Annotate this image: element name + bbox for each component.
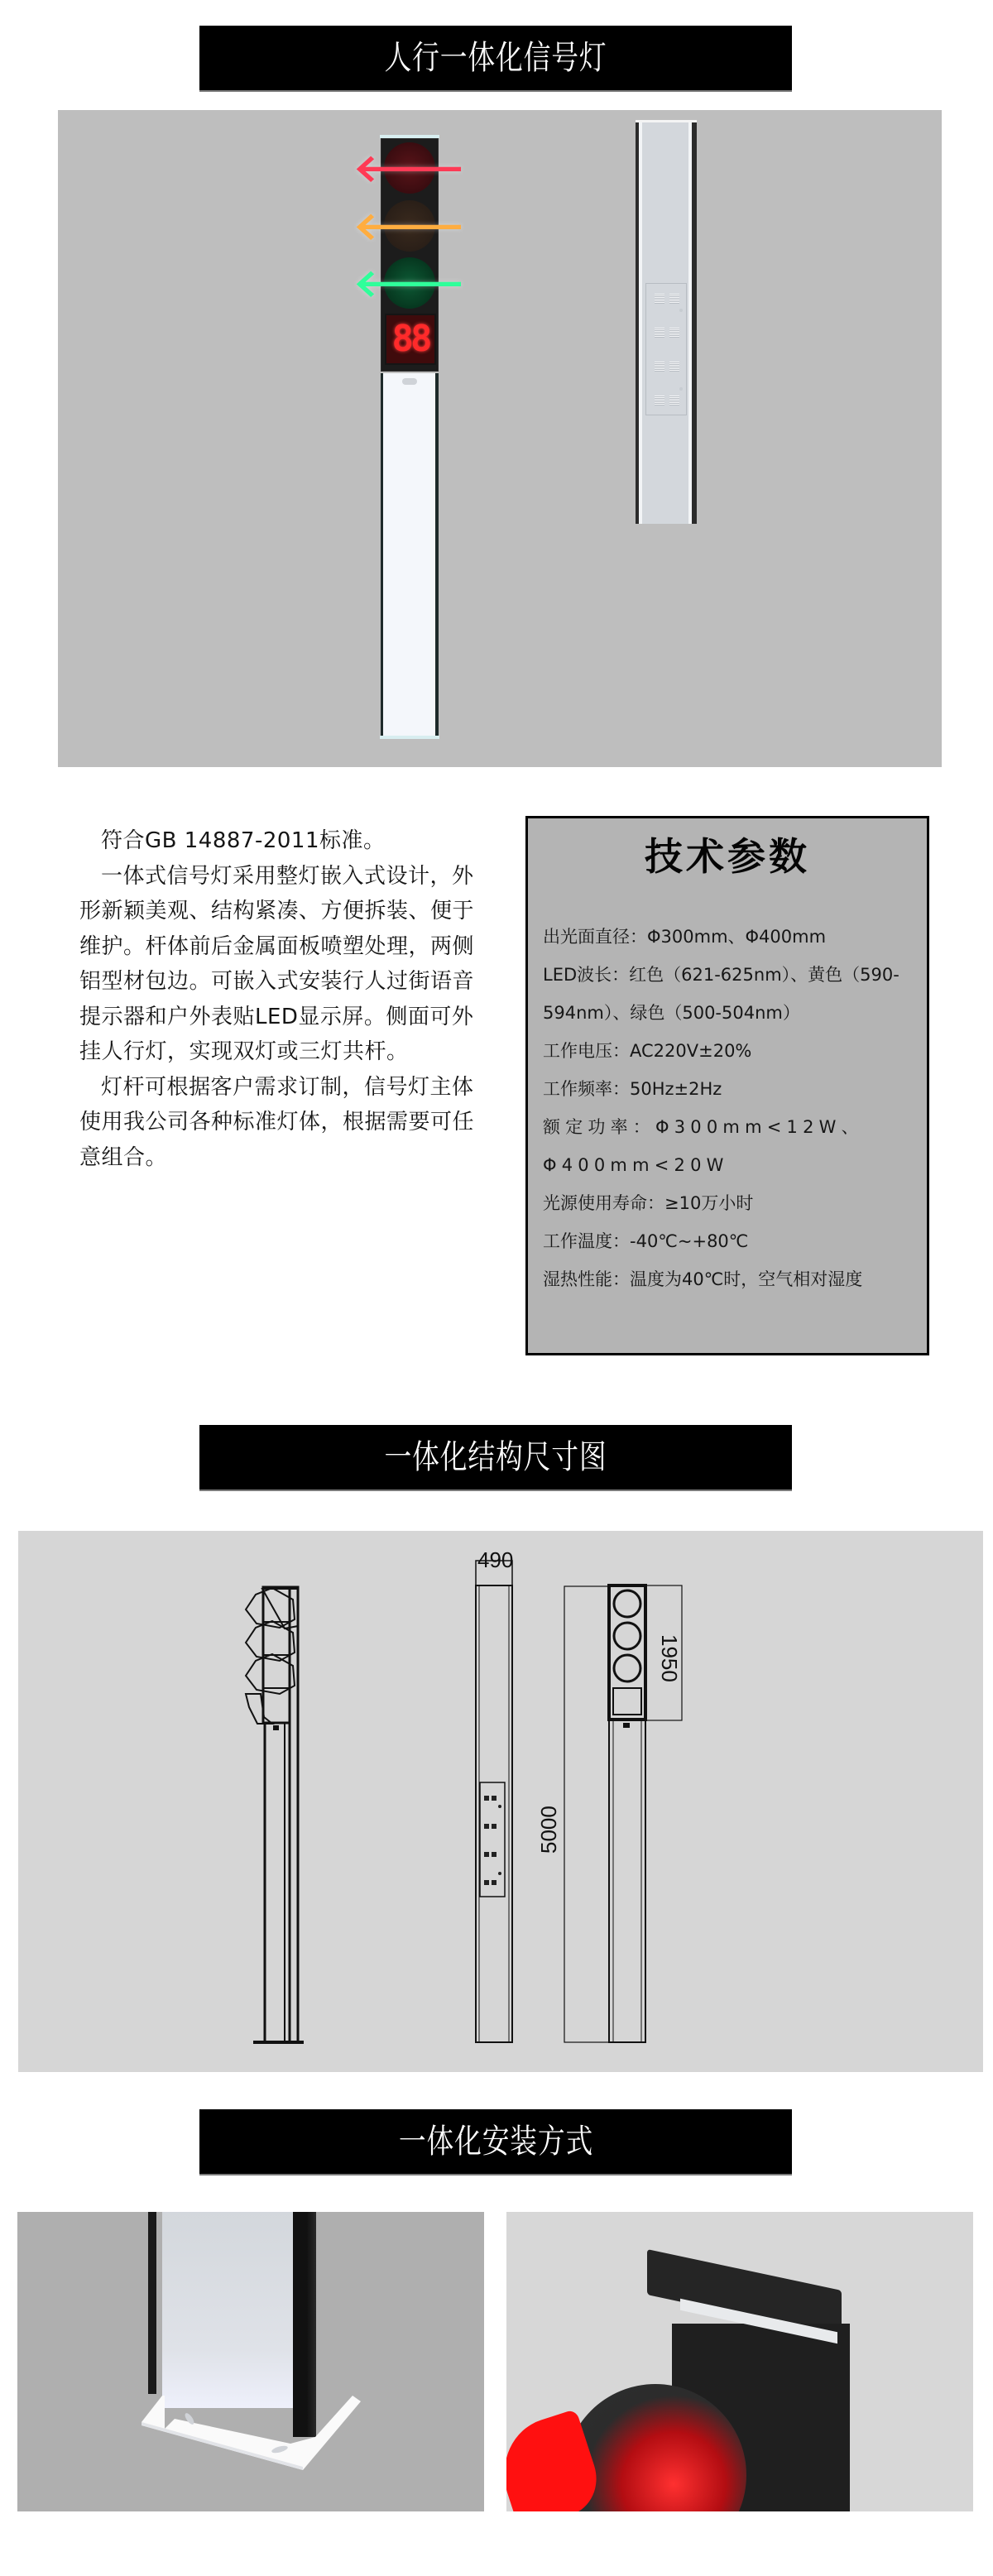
- pole-bottom-cap: [380, 736, 439, 739]
- tech-params-list: [543, 918, 912, 1298]
- description-paragraph: 符合GB 14887-2011标准。: [101, 828, 386, 853]
- total-height-dimension-label: 5000: [536, 1806, 561, 1854]
- red-signal-lamp: [353, 142, 466, 194]
- vent-icon: [669, 396, 679, 405]
- vent-icon: [669, 294, 679, 304]
- vent-icon: [669, 362, 679, 372]
- description-paragraph: 灯杆可根据客户需求订制，信号灯主体使用我公司各种标准灯体，根据需要可任意组合。: [79, 1074, 475, 1170]
- vent-icon: [669, 328, 679, 338]
- vent-icon: [655, 362, 664, 372]
- indicator-dot: [679, 309, 683, 312]
- section-title-text: 一体化安装方式: [398, 2123, 593, 2161]
- product-photo-panel: [58, 110, 942, 767]
- base-flange-plate: [17, 2212, 484, 2511]
- sensor-icon: [402, 378, 417, 385]
- countdown-display: 88: [385, 314, 436, 365]
- section-title-text: 一体化结构尺寸图: [384, 1438, 607, 1476]
- param-item: 工作电压：AC220V±20%: [543, 1041, 752, 1061]
- pole-back-view: [636, 122, 697, 524]
- vent-icon: [655, 294, 664, 304]
- product-description: [79, 823, 493, 1175]
- arrow-left-icon: 🡐: [353, 261, 466, 305]
- front-view: [609, 1585, 645, 2042]
- head-height-dimension-label: 1950: [657, 1634, 682, 1682]
- dimension-drawing: [18, 1531, 983, 2072]
- pole-body: [381, 373, 439, 737]
- arrow-left-icon: 🡐: [353, 204, 466, 248]
- indicator-dot: [679, 387, 683, 391]
- width-dimension-label: 490: [477, 1547, 514, 1572]
- param-item: LED波长：红色（621-625nm）、黄色（590-594nm）、绿色（500-504nm）: [543, 965, 899, 1023]
- vent-icon: [655, 396, 664, 405]
- access-door: [645, 283, 687, 415]
- section-title-dimensions: [199, 1425, 792, 1491]
- back-view: [476, 1561, 512, 2042]
- green-signal-lamp: [353, 257, 466, 309]
- section-title-product: [199, 26, 792, 92]
- tech-params-title: 技术参数: [645, 834, 810, 879]
- tech-params-box: [525, 816, 929, 1355]
- pole-front-view: [353, 135, 466, 739]
- param-item: 湿热性能：温度为40℃时，空气相对湿度: [543, 1269, 863, 1289]
- param-item: 光源使用寿命：≥10万小时: [543, 1193, 754, 1213]
- install-photo-pole-base: [17, 2212, 484, 2511]
- param-item: 出光面直径：Φ300mm、Φ400mm: [543, 927, 827, 947]
- amber-signal-lamp: [353, 200, 466, 252]
- vent-icons: [484, 1796, 501, 1885]
- pole-top-cap: [636, 120, 697, 122]
- signal-head: [353, 138, 466, 372]
- arrow-left-icon: 🡐: [353, 146, 466, 190]
- section-title-installation: [199, 2109, 792, 2175]
- dimension-diagram: [18, 1531, 983, 2072]
- vent-icon: [655, 328, 664, 338]
- param-item: 额定功率：Φ300mm<12W、Φ400mm<20W: [543, 1117, 864, 1175]
- description-paragraph: 一体式信号灯采用整灯嵌入式设计，外形新颖美观、结构紧凑、方便拆装、便于维护。杆体前后金属面板喷塑处理，两侧铝型材包边。可嵌入式安装行人过街语音提示器和户外表贴LED显示屏。侧面可外挂人行灯，实现双灯或三灯共杆。: [79, 863, 475, 1064]
- install-photo-signal-head: [506, 2212, 973, 2511]
- param-item: 工作频率：50Hz±2Hz: [543, 1079, 722, 1099]
- param-item: 工作温度：-40℃~+80℃: [543, 1231, 749, 1251]
- side-view: [246, 1587, 304, 2042]
- section-title-text: 人行一体化信号灯: [384, 39, 607, 77]
